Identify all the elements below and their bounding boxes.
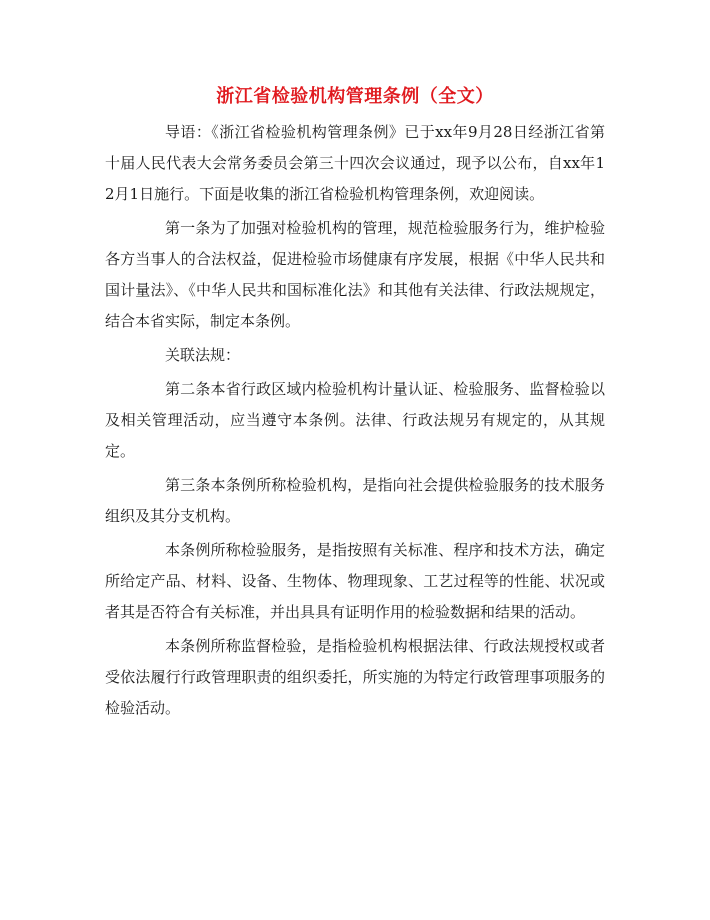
paragraph-article-2: 第二条本省行政区域内检验机构计量认证、检验服务、监督检验以及相关管理活动，应当遵守本条例。法律、行政法规另有规定的，从其规定。 <box>105 380 605 460</box>
document-body <box>105 117 605 724</box>
paragraph-supervision-inspection-definition: 本条例所称监督检验，是指检验机构根据法律、行政法规授权或者受依法履行行政管理职责的组织委托，所实施的为特定行政管理事项服务的检验活动。 <box>105 637 605 717</box>
paragraph-article-3: 第三条本条例所称检验机构，是指向社会提供检验服务的技术服务组织及其分支机构。 <box>105 476 605 525</box>
paragraph-related-laws: 关联法规： <box>165 346 241 364</box>
document-title: 浙江省检验机构管理条例（全文） <box>216 86 494 107</box>
paragraph-intro: 导语：《浙江省检验机构管理条例》已于xx年9月28日经浙江省第十届人民代表大会常务委员会第三十四次会议通过，现予以公布，自xx年12月1日施行。下面是收集的浙江省检验机构管理条例，欢迎阅读。 <box>105 123 605 203</box>
paragraph-article-1: 第一条为了加强对检验机构的管理，规范检验服务行为，维护检验各方当事人的合法权益，促进检验市场健康有序发展，根据《中华人民共和国计量法》、《中华人民共和国标准化法》和其他有关法律、行政法规规定，结合本省实际，制定本条例。 <box>105 219 605 330</box>
paragraph-inspection-service-definition: 本条例所称检验服务，是指按照有关标准、程序和技术方法，确定所给定产品、材料、设备、生物体、物理现象、工艺过程等的性能、状况或者其是否符合有关标准，并出具具有证明作用的检验数据和结果的活动。 <box>105 541 605 621</box>
